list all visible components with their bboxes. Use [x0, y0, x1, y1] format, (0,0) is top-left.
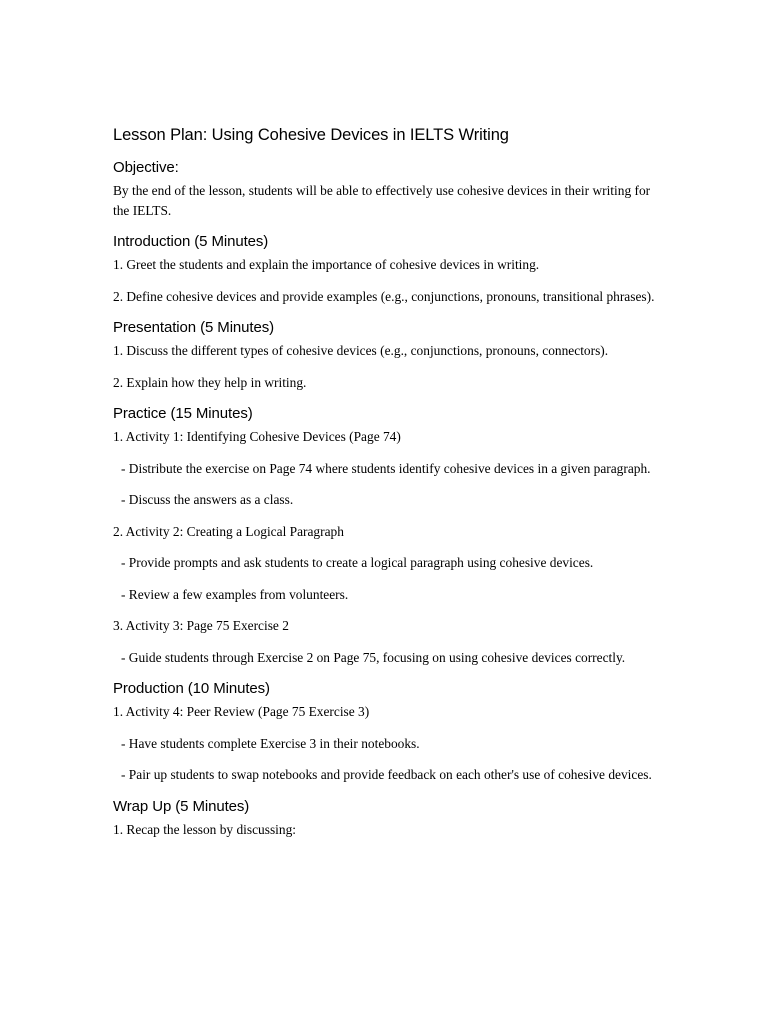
document-title: Lesson Plan: Using Cohesive Devices in IELTS Writing — [113, 126, 509, 144]
section-heading: Practice (15 Minutes) — [113, 405, 253, 422]
paragraph: 3. Activity 3: Page 75 Exercise 2 — [113, 618, 289, 633]
paragraph: 1. Activity 4: Peer Review (Page 75 Exercise 3) — [113, 704, 370, 719]
paragraph: 1. Discuss the different types of cohesive devices (e.g., conjunctions, pronouns, connectors). — [113, 343, 609, 358]
paragraph: 2. Define cohesive devices and provide examples (e.g., conjunctions, pronouns, transitional phrases). — [113, 288, 655, 304]
section-objective — [113, 158, 663, 220]
paragraph: 2. Activity 2: Creating a Logical Paragraph — [113, 523, 344, 539]
paragraph: 1. Recap the lesson by discussing: — [113, 821, 296, 837]
paragraph: 1. Greet the students and explain the importance of cohesive devices in writing. — [113, 257, 540, 272]
section-wrap-up — [113, 797, 663, 840]
paragraph: - Distribute the exercise on Page 74 where students identify cohesive devices in a given paragraph. — [121, 460, 651, 476]
section-introduction — [113, 232, 663, 306]
section-production — [113, 679, 663, 785]
section-heading: Presentation (5 Minutes) — [113, 319, 275, 336]
paragraph: - Guide students through Exercise 2 on Page 75, focusing on using cohesive devices correctly. — [121, 649, 626, 665]
paragraph: - Pair up students to swap notebooks and provide feedback on each other's use of cohesive devices. — [121, 767, 652, 782]
paragraph: By the end of the lesson, students will be able to effectively use cohesive devices in their writing for the IELTS. — [113, 183, 651, 218]
paragraph: - Discuss the answers as a class. — [121, 492, 294, 507]
section-heading: Wrap Up (5 Minutes) — [113, 797, 250, 815]
document-page — [113, 124, 663, 851]
paragraph: - Have students complete Exercise 3 in their notebooks. — [121, 735, 420, 751]
paragraph: - Provide prompts and ask students to create a logical paragraph using cohesive devices. — [121, 555, 594, 570]
section-heading: Introduction (5 Minutes) — [113, 233, 269, 250]
paragraph: 1. Activity 1: Identifying Cohesive Devices (Page 74) — [113, 429, 401, 444]
section-practice — [113, 404, 663, 667]
section-heading: Objective: — [113, 159, 179, 176]
section-heading: Production (10 Minutes) — [113, 680, 270, 697]
section-presentation — [113, 318, 663, 392]
paragraph: 2. Explain how they help in writing. — [113, 374, 307, 390]
paragraph: - Review a few examples from volunteers. — [121, 586, 349, 602]
